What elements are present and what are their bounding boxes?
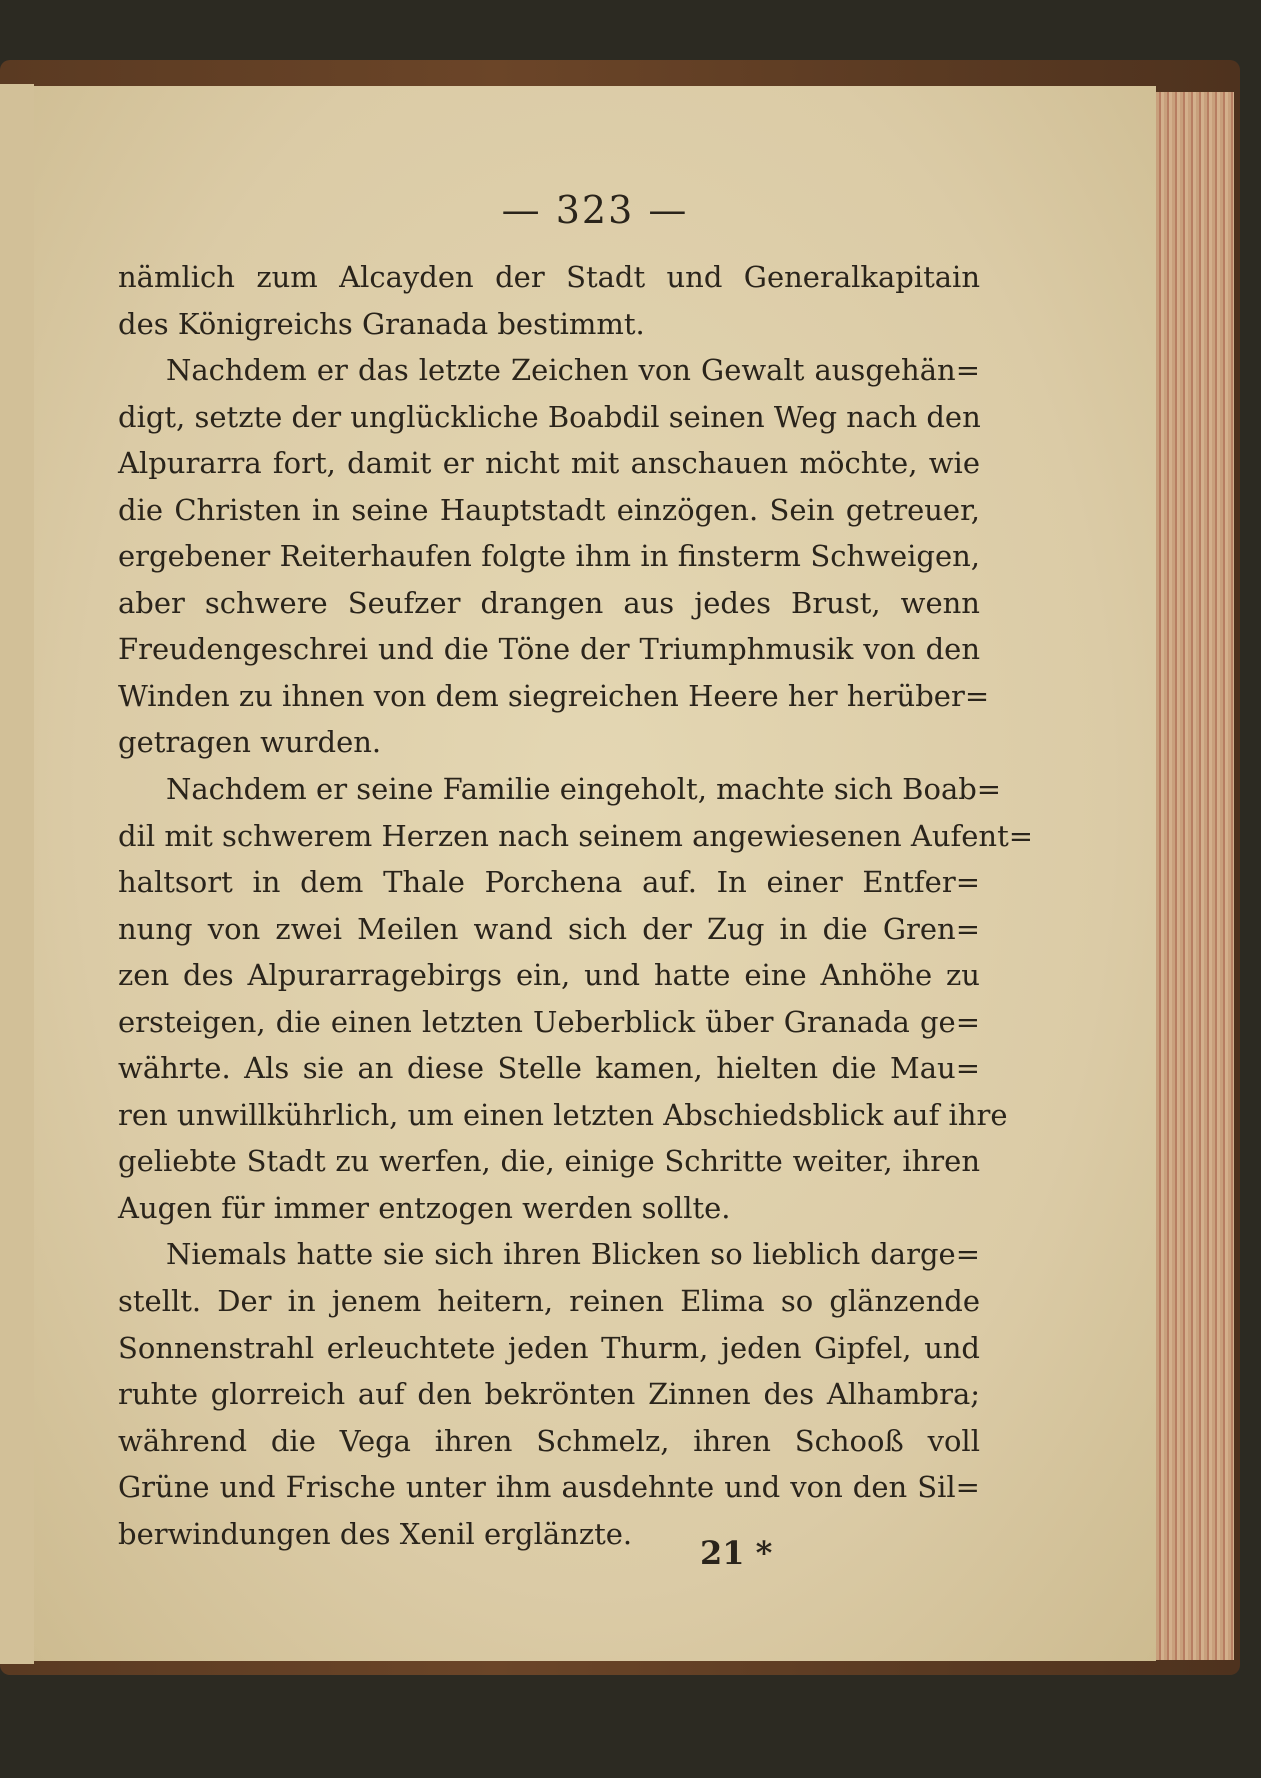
text-line: während die Vega ihren Schmelz, ihren Schooß voll <box>118 1423 980 1458</box>
text-line: Nachdem er das letzte Zeichen von Gewalt ausgehän= <box>166 353 980 388</box>
text-line: aber schwere Seufzer drangen aus jedes Brust, wenn <box>118 585 980 620</box>
body-text <box>118 254 1034 1557</box>
page-edges <box>1156 92 1234 1660</box>
text-line: die Christen in seine Hauptstadt einzögen. Sein getreuer, <box>118 492 980 527</box>
page-number-header: — 323 — <box>501 188 689 232</box>
text-line: Freudengeschrei und die Töne der Triumphmusik von den <box>118 632 980 667</box>
text-line: ersteigen, die einen letzten Ueberblick über Granada ge= <box>118 1004 980 1039</box>
text-line: ergebener Reiterhaufen folgte ihm in finsterm Schweigen, <box>118 539 980 574</box>
text-line: dil mit schwerem Herzen nach seinem angewiesenen Aufent= <box>118 818 1034 853</box>
text-line: des Königreichs Granada bestimmt. <box>118 306 645 341</box>
signature-mark: 21 * <box>700 1534 773 1572</box>
text-line: stellt. Der in jenem heitern, reinen Elima so glänzende <box>118 1284 980 1319</box>
text-line: geliebte Stadt zu werfen, die, einige Schritte weiter, ihren <box>118 1144 980 1179</box>
text-line: ren unwillkührlich, um einen letzten Abschiedsblick auf ihre <box>118 1097 1008 1132</box>
text-line: digt, setzte der unglückliche Boabdil seinen Weg nach den <box>118 399 981 434</box>
text-line: Sonnenstrahl erleuchtete jeden Thurm, jeden Gipfel, und <box>118 1330 980 1365</box>
text-line: Nachdem er seine Familie eingeholt, machte sich Boab= <box>166 772 1002 807</box>
text-line: getragen wurden. <box>118 725 382 760</box>
text-line: Niemals hatte sie sich ihren Blicken so lieblich darge= <box>166 1237 980 1272</box>
text-line: Grüne und Frische unter ihm ausdehnte und von den Sil= <box>118 1470 980 1505</box>
text-line: zen des Alpurarragebirgs ein, und hatte eine Anhöhe zu <box>118 958 980 993</box>
text-line: berwindungen des Xenil erglänzte. <box>118 1516 633 1551</box>
text-line: Augen für immer entzogen werden sollte. <box>118 1190 731 1225</box>
text-line: ruhte glorreich auf den bekrönten Zinnen des Alhambra; <box>118 1377 980 1412</box>
text-line: Winden zu ihnen von dem siegreichen Heere her herüber= <box>118 678 990 713</box>
text-line: nung von zwei Meilen wand sich der Zug in die Gren= <box>118 911 980 946</box>
text-line: währte. Als sie an diese Stelle kamen, hielten die Mau= <box>118 1051 980 1086</box>
text-line: nämlich zum Alcayden der Stadt und Generalkapitain <box>118 260 980 294</box>
left-page-edge <box>0 84 34 1664</box>
text-line: haltsort in dem Thale Porchena auf. In einer Entfer= <box>118 865 980 900</box>
text-line: Alpurarra fort, damit er nicht mit anschauen möchte, wie <box>118 446 980 481</box>
